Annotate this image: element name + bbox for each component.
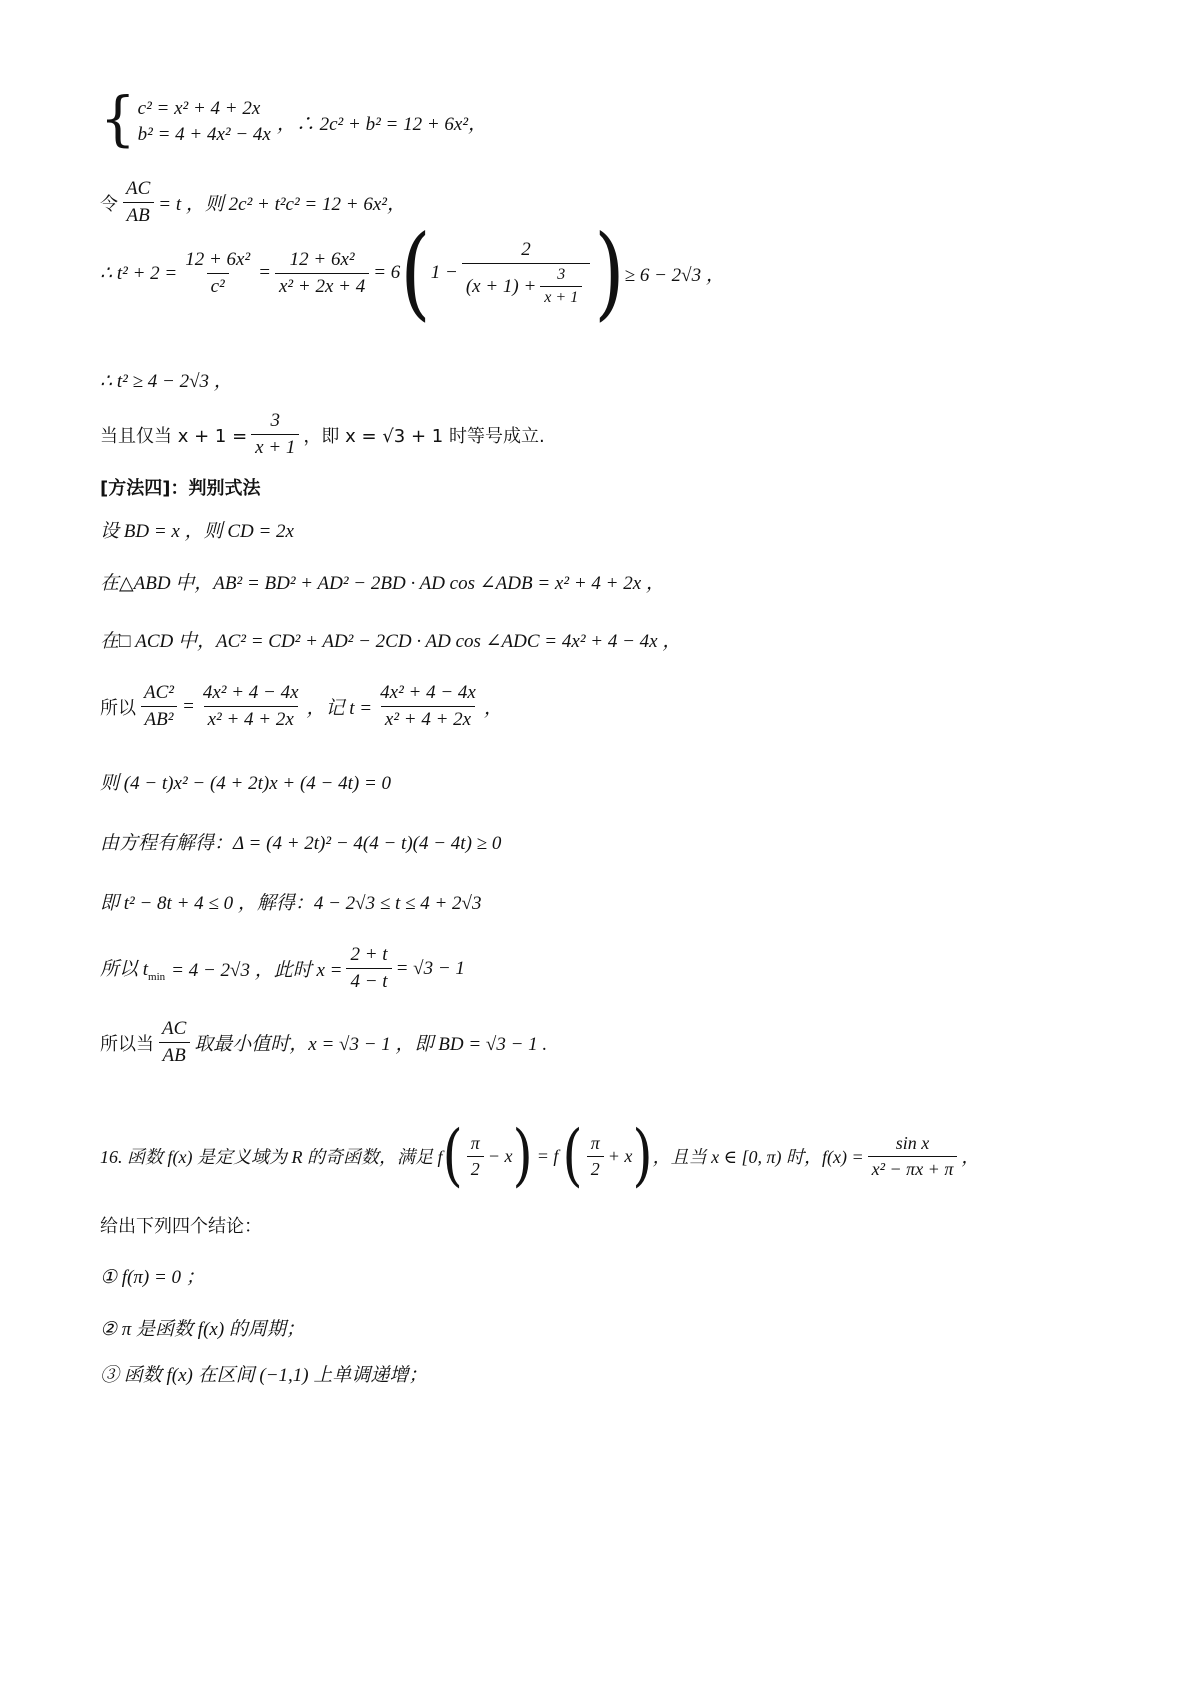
right-paren: ) [594,214,625,332]
equation-system: { c² = x² + 4 + 2x b² = 4 + 4x² − 4x [100,85,271,154]
method4-line-2: 在△ABD 中，AB² = BD² + AD² − 2BD · AD cos ∠ADB = x² + 4 + 2x ， [100,573,665,594]
equality-condition-line: 当且仅当 x + 1 = $\frac{3}{x + 1}$ ，即 x = √3 + 1 时等号成立. [100,410,545,458]
question-16-stem: 16. 函数 f(x) 是定义域为 R 的奇函数，满足 f ( $\frac{\pi}{2}$ − x ) = f ( $\frac{\pi}{2}$ + x ) ，且当 x ∈ [0, π) 时，f(x) = $\frac{\text{sin x}}{\text{x² − πx + π}}$ ， [100,1117,980,1195]
conclusion-1: ① f(π) = 0 ； [100,1267,205,1288]
system-row-1: c² = x² + 4 + 2x [137,98,261,119]
inequality-line: ∴ t² + 2 = $\frac{\text{12 + 6x²}}{\text{c²}}$ = $\frac{\text{12 + 6x²}}{\text{x² + 2x + 4}}$ = 6 ( 1 − 2 (x + 1) + $\frac{3}{x + 1}$ ) ≥ 6 − 2√3 ， [100,214,725,332]
result-line: ∴ t² ≥ 4 − 2√3 ， [100,371,233,392]
fraction-3-inner: $\frac{3}{x + 1}$ [540,266,582,307]
t-definition-fraction: $\frac{\text{4x² + 4 − 4x}}{\text{x² + 4 + 2x}}$ [380,682,476,730]
system-row-2: b² = 4 + 4x² − 4x [137,124,271,145]
equality-fraction: $\frac{3}{x + 1}$ [251,410,299,459]
conclusion-3: ③ 函数 f(x) 在区间 (−1,1) 上单调递增； [100,1365,428,1386]
pi-over-2-b: $\frac{\pi}{2}$ [587,1133,604,1180]
question-16-intro: 给出下列四个结论： [100,1216,262,1237]
fraction-1: $\frac{\text{12 + 6x²}}{\text{c²}}$ [185,248,251,297]
let-t-line: 令 $\frac{AC}{AB}$ = t ，则 2c² + t²c² = 12 + 6x²， [100,178,406,226]
fraction-3: 2 (x + 1) + $\frac{3}{x + 1}$ [462,239,590,307]
conclusion-2: ② π 是函数 f(x) 的周期； [100,1319,305,1340]
method4-tmin-line: 所以 $t_{min}$ = 4 − 2√3 ，此时 x = $\frac{2 + t}{4 - t}$ = √3 − 1 [100,944,465,992]
method4-line-6: 由方程有解得：Δ = (4 + 2t)² − 4(4 − t)(4 − 4t) ≥ 0 [100,833,502,854]
ac-over-ab-fraction: $\frac{AC}{AB}$ [122,178,154,227]
method4-ratio-line: 所以 $\frac{\text{AC²}}{\text{AB²}}$ = $\frac{\text{4x² + 4 − 4x}}{\text{x² + 4 + 2x}}$ ，记 t = $\frac{\text{4x² + 4 − 4x}}{\text{x² + 4 + 2x}}$ ， [100,682,503,730]
fraction-2: $\frac{\text{12 + 6x²}}{\text{x² + 2x + 4}}$ [275,249,369,298]
method4-final-line: 所以当 $\frac{AC}{AB}$ 取最小值时，x = √3 − 1 ，即 BD = √3 − 1 . [100,1018,548,1066]
pi-over-2-a: $\frac{\pi}{2}$ [467,1133,484,1180]
tmin-x-fraction: $\frac{2 + t}{4 - t}$ [346,944,391,993]
equation-system-line [100,85,488,154]
method4-line-5: 则 (4 − t)x² − (4 + 2t)x + (4 − 4t) = 0 [100,773,392,794]
method4-line-1: 设 BD = x ，则 CD = 2x [100,521,294,542]
ratio-fraction: $\frac{\text{AC²}}{\text{AB²}}$ [140,682,178,731]
method4-heading: [方法四]：判别式法 [100,478,261,499]
method4-line-7: 即 t² − 8t + 4 ≤ 0 ，解得：4 − 2√3 ≤ t ≤ 4 + 2√3 [100,893,482,914]
system-consequence: ，∴ 2c² + b² = 12 + 6x²， [276,113,488,135]
left-paren: ( [400,214,431,332]
ratio-value-fraction: $\frac{\text{4x² + 4 − 4x}}{\text{x² + 4 + 2x}}$ [202,682,299,730]
function-definition-fraction: $\frac{\text{sin x}}{\text{x² − πx + π}}$ [868,1133,958,1180]
final-ac-ab-fraction: $\frac{AC}{AB}$ [158,1018,190,1067]
method4-line-3: 在□ ACD 中，AC² = CD² + AD² − 2CD · AD cos ∠ADC = 4x² + 4 − 4x ， [100,631,682,652]
